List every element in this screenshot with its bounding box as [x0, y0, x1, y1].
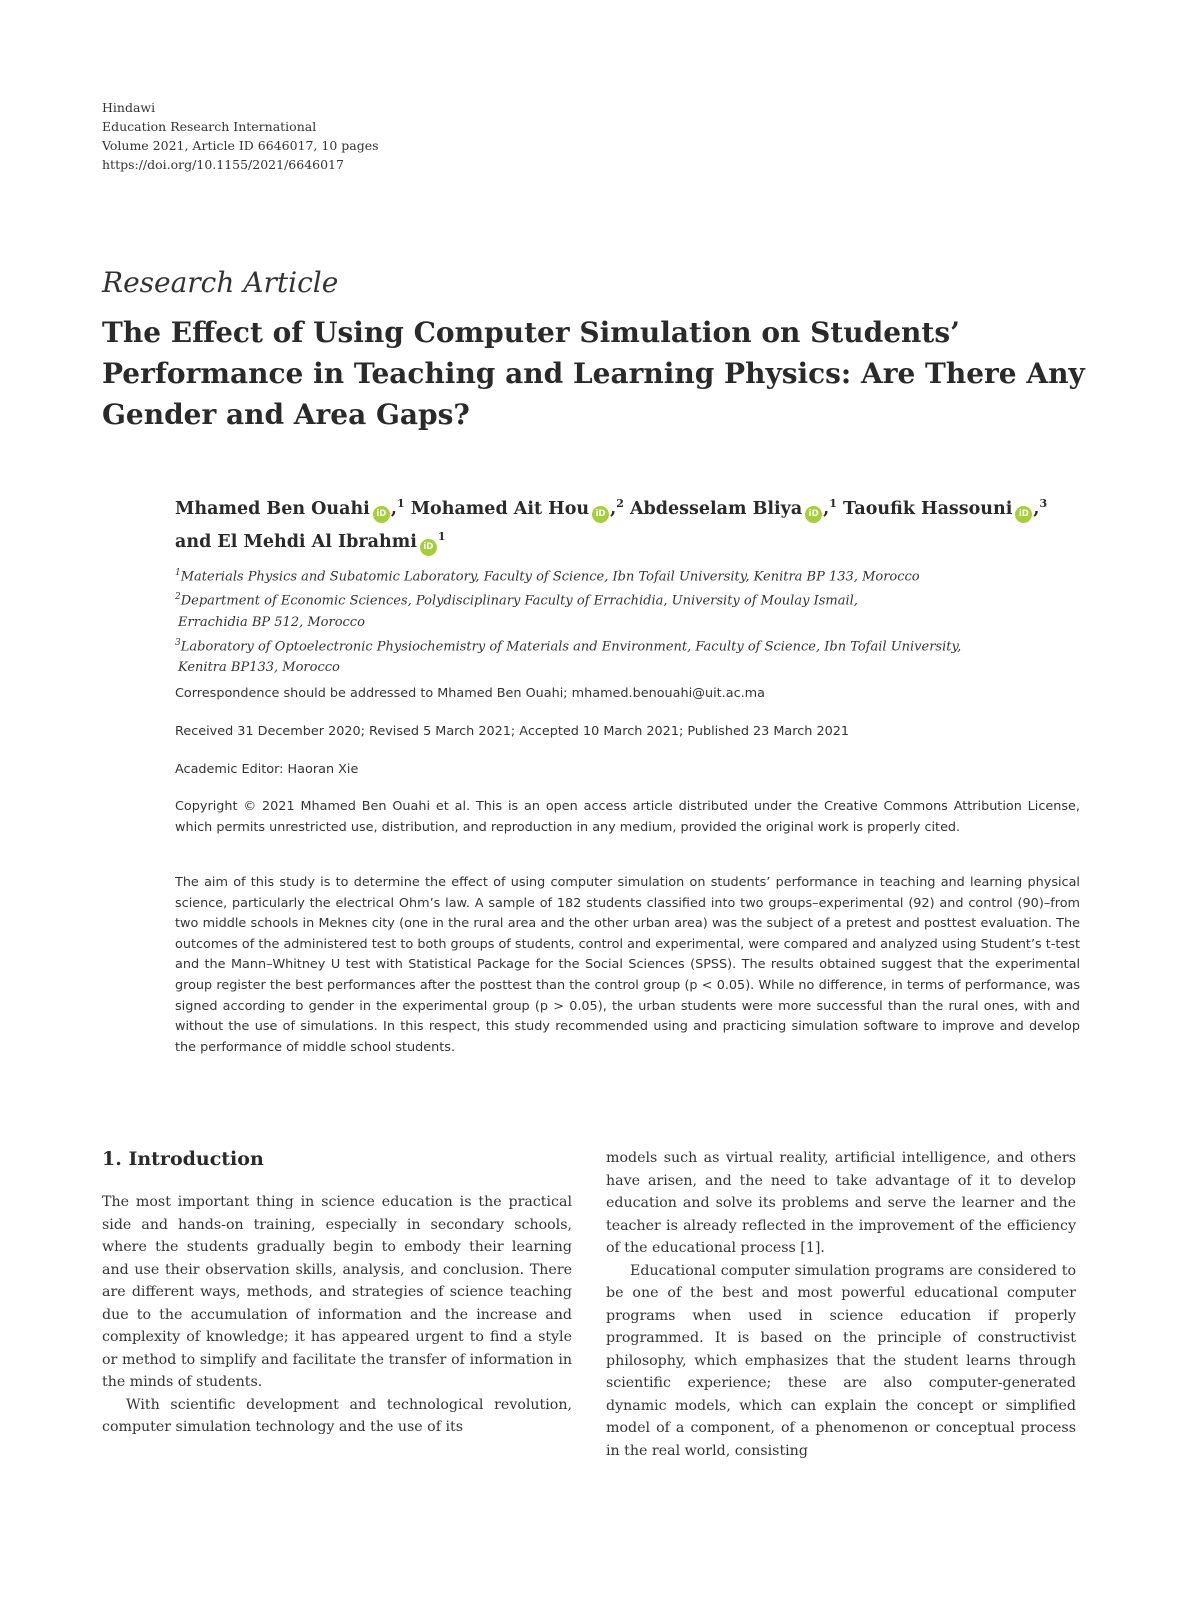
doi-link[interactable]: https://doi.org/10.1155/2021/6646017: [102, 157, 344, 172]
author-name[interactable]: Mhamed Ben Ouahi: [175, 498, 370, 519]
body-paragraph: models such as virtual reality, artificial intelligence, and others have arisen, and the need to take advantage of it to develop education and solve its problems and serve the learner and the teacher is already reflected in the improvement of the efficiency of the educational process [1].: [606, 1150, 1076, 1256]
orcid-icon[interactable]: iD: [1015, 506, 1032, 523]
journal-header: [102, 98, 379, 174]
affiliation-text-continued: Errachidia BP 512, Morocco: [178, 614, 365, 630]
affiliation-text-continued: Kenitra BP133, Morocco: [178, 659, 340, 675]
affiliations: [175, 563, 1075, 678]
author-affiliation-number: 1: [396, 497, 405, 510]
body-paragraph: With scientific development and technological revolution, computer simulation technology and the use of its: [102, 1396, 572, 1435]
affiliation-text: Laboratory of Optoelectronic Physiochemistry of Materials and Environment, Faculty of Science, Ibn Tofail University,: [180, 638, 962, 654]
paper-title: The Effect of Using Computer Simulation on Students’ Performance in Teaching and Learning Physics: Are There Any Gender and Area Gaps?: [102, 316, 1085, 431]
correspondence: Correspondence should be addressed to Mhamed Ben Ouahi; mhamed.benouahi@uit.ac.ma: [175, 686, 765, 701]
author-name[interactable]: and El Mehdi Al Ibrahmi: [175, 531, 417, 552]
left-column: [102, 1191, 572, 1439]
affiliation-text: Department of Economic Sciences, Polydisciplinary Faculty of Errachidia, University of Moulay Ismail,: [180, 593, 858, 609]
orcid-icon[interactable]: iD: [592, 506, 609, 523]
affiliation-item: [175, 563, 1075, 587]
section-heading: 1. Introduction: [102, 1148, 264, 1170]
author-affiliation-number: 3: [1039, 497, 1048, 510]
affiliation-number: 1: [175, 568, 181, 578]
author-list: Mhamed Ben Ouahi iD ,$^1$ Mohamed Ait Hou iD ,$^2$ Abdesselam Bliya iD ,$^1$ Taoufik Hassouni iD ,$^3$ and El Mehdi Al Ibrahmi $iD^1$: [175, 490, 1075, 556]
publisher-name: Hindawi: [102, 100, 156, 115]
journal-name: Education Research International: [102, 119, 317, 134]
article-type: Research Article: [102, 266, 339, 299]
body-paragraph: The most important thing in science education is the practical side and hands-on training, especially in secondary schools, where the students gradually begin to embody their learning and use their observation skills, analysis, and conclusion. There are different ways, methods, and strategies of science teaching due to the accumulation of information and the increase and complexity of knowledge; it has appeared urgent to find a style or method to simplify and facilitate the transfer of information in the minds of students.: [102, 1194, 572, 1390]
affiliation-item: [175, 633, 1075, 657]
orcid-icon[interactable]: iD: [373, 506, 390, 523]
author-affiliation-number: 1: [829, 497, 837, 510]
right-column: [606, 1147, 1076, 1462]
affiliation-item: [175, 587, 1075, 611]
author-affiliation-number: 1: [437, 529, 446, 543]
academic-editor: Academic Editor: Haoran Xie: [175, 762, 359, 777]
copyright-notice: Copyright © 2021 Mhamed Ben Ouahi et al. This is an open access article distributed under the Creative Commons Attribution License, which permits unrestricted use, distribution, and reproduction in any medium, provided the original work is properly cited.: [175, 799, 1080, 835]
body-paragraph: Educational computer simulation programs are considered to be one of the best and most powerful educational computer programs when used in science education if properly programmed. It is based on the principle of constructivist philosophy, which emphasizes that the student learns through scientific experience; these are also computer-generated dynamic models, which can explain the concept or simplified model of a component, of a phenomenon or conceptual process in the real world, consisting: [606, 1262, 1076, 1459]
affiliation-number: 3: [175, 637, 181, 648]
author-affiliation-number: 2: [616, 497, 624, 510]
affiliation-text: Materials Physics and Subatomic Laboratory, Faculty of Science, Ibn Tofail University, Kenitra BP 133, Morocco: [180, 569, 920, 585]
orcid-icon[interactable]: iD: [805, 506, 822, 523]
author-name[interactable]: Abdesselam Bliya: [629, 498, 803, 519]
abstract: The aim of this study is to determine the effect of using computer simulation on students’ performance in teaching and learning physical science, particularly the electrical Ohm’s law. A sample of 182 students classified into two groups–experimental (92) and control (90)–from two middle schools in Meknes city (one in the rural area and the other urban area) was the subject of a pretest and posttest evaluation. The outcomes of the administered test to both groups of students, control and experimental, were compared and analyzed using Student’s t-test and the Mann–Whitney U test with Statistical Package for the Social Sciences (SPSS). The results obtained suggest that the experimental group register the best performances after the posttest than the control group (p < 0.05). While no difference, in terms of performance, was signed according to gender in the experimental group (p > 0.05), the urban students were more successful than the rural ones, with and without the use of simulations. In this respect, this study recommended using and practicing simulation software to improve and develop the performance of middle school students.: [175, 875, 1080, 1055]
publication-dates: Received 31 December 2020; Revised 5 March 2021; Accepted 10 March 2021; Published 23 March 2021: [175, 724, 850, 739]
orcid-icon[interactable]: iD: [420, 539, 437, 556]
volume-info: Volume 2021, Article ID 6646017, 10 pages: [102, 138, 379, 153]
author-name[interactable]: Taoufik Hassouni: [843, 498, 1013, 519]
affiliation-number: 2: [175, 592, 181, 603]
author-name[interactable]: Mohamed Ait Hou: [410, 498, 590, 519]
